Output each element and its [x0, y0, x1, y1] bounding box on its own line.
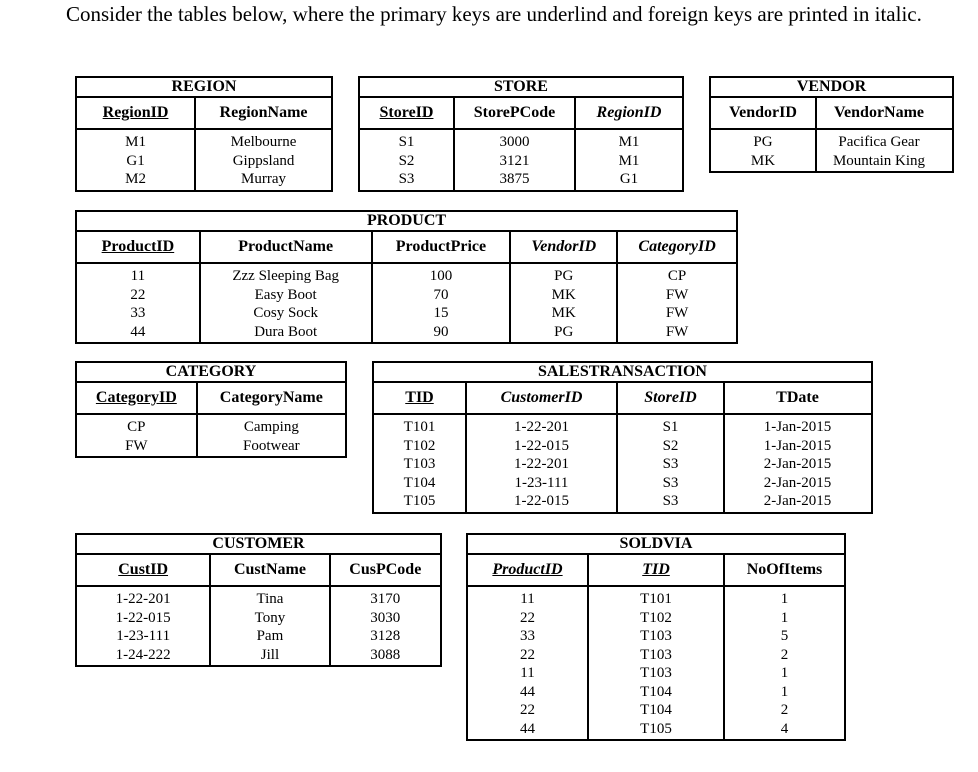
product-header-row	[77, 232, 736, 264]
product-title: PRODUCT	[77, 212, 736, 232]
soldvia-cell: 22	[520, 609, 535, 626]
product-cell: 11	[130, 268, 146, 284]
vendor-column	[711, 130, 817, 171]
salestransaction-cell: 2-Jan-2015	[763, 493, 832, 509]
salestransaction-col-header: TID	[374, 383, 467, 413]
soldvia-col-header: NoOfItems	[746, 561, 823, 578]
salestransaction-column	[618, 415, 725, 512]
salestransaction-cell: 1-Jan-2015	[763, 437, 832, 454]
customer-column	[211, 587, 330, 665]
store-col-header: StoreID	[360, 98, 455, 128]
salestransaction-col-header: CustomerID	[467, 383, 618, 413]
customer-col-header: CustID	[77, 555, 211, 585]
salestransaction-cell: 1-22-015	[514, 437, 569, 454]
store-cell: S1	[398, 134, 415, 150]
category-table	[75, 361, 347, 458]
soldvia-cell: 44	[520, 720, 535, 737]
customer-cell: 3170	[370, 591, 401, 607]
soldvia-title: SOLDVIA	[468, 535, 844, 555]
store-cell: M1	[618, 152, 640, 169]
salestransaction-header-row	[374, 383, 871, 415]
soldvia-cell: 44	[520, 683, 535, 700]
vendor-header-row	[711, 98, 952, 130]
store-cell: M1	[618, 134, 640, 150]
product-cell: 22	[130, 286, 146, 303]
soldvia-body	[468, 587, 844, 739]
store-col-header: RegionID	[596, 104, 662, 121]
salestransaction-cell: S3	[662, 474, 679, 491]
soldvia-column	[725, 587, 844, 739]
store-cell: S3	[398, 171, 415, 187]
region-title: REGION	[77, 78, 331, 98]
salestransaction-column	[374, 415, 467, 512]
customer-cell: Jill	[260, 646, 280, 663]
customer-cell: 3128	[370, 628, 401, 644]
customer-table	[75, 533, 442, 667]
product-cell: 90	[433, 323, 449, 340]
product-cell: 100	[429, 268, 453, 284]
vendor-body	[711, 130, 952, 171]
region-col-header: RegionName	[219, 104, 308, 121]
vendor-cell: Pacifica Gear	[838, 134, 920, 150]
store-body	[360, 130, 682, 190]
salestransaction-cell: S2	[662, 437, 679, 454]
product-body	[77, 264, 736, 342]
soldvia-cell: 2	[780, 646, 789, 663]
customer-title: CUSTOMER	[77, 535, 440, 555]
vendor-table	[709, 76, 954, 173]
salestransaction-cell: S1	[662, 419, 679, 435]
salestransaction-column	[467, 415, 618, 512]
customer-cell: 1-23-111	[116, 628, 171, 644]
customer-cell: 3030	[370, 609, 401, 626]
product-cell: PG	[554, 323, 574, 340]
product-cell: 15	[433, 305, 449, 321]
product-cell: 70	[433, 286, 449, 303]
salestransaction-col-header: StoreID	[618, 383, 725, 413]
soldvia-cell: T102	[640, 609, 672, 626]
region-cell: G1	[126, 152, 145, 169]
salestransaction-cell: 1-22-015	[514, 493, 569, 509]
soldvia-cell: 5	[780, 628, 789, 644]
soldvia-cell: 1	[780, 683, 789, 700]
vendor-cell: PG	[753, 134, 773, 150]
soldvia-cell: 22	[520, 646, 535, 663]
region-cell: M1	[125, 134, 146, 150]
category-col-header: CategoryID	[77, 383, 198, 413]
customer-body	[77, 587, 440, 665]
store-cell: 3875	[499, 171, 530, 187]
salestransaction-cell: 1-22-201	[514, 456, 569, 472]
salestransaction-column	[725, 415, 870, 512]
region-header-row	[77, 98, 331, 130]
store-column	[360, 130, 455, 190]
product-cell: Dura Boot	[254, 323, 318, 340]
customer-cell: 3088	[370, 646, 401, 663]
store-column	[455, 130, 576, 190]
soldvia-cell: 4	[780, 720, 789, 737]
soldvia-cell: T104	[640, 702, 672, 718]
soldvia-cell: T104	[640, 683, 672, 700]
product-col-header: ProductName	[201, 232, 373, 262]
category-title: CATEGORY	[77, 363, 345, 383]
salestransaction-cell: T101	[403, 419, 436, 435]
intro-text: Consider the tables below, where the primary keys are underlind and foreign keys are printed in italic.	[66, 2, 922, 26]
salestransaction-cell: 1-Jan-2015	[763, 419, 832, 435]
salestransaction-cell: S3	[662, 493, 679, 509]
category-cell: FW	[125, 437, 148, 454]
category-cell: CP	[127, 419, 146, 435]
region-cell: Melbourne	[230, 134, 297, 150]
product-cell: FW	[665, 305, 689, 321]
region-column	[77, 130, 196, 190]
category-col-header: CategoryName	[219, 389, 323, 406]
store-cell: 3121	[499, 152, 530, 169]
customer-cell: 1-24-222	[115, 646, 171, 663]
product-cell: FW	[665, 286, 689, 303]
soldvia-table	[466, 533, 846, 741]
product-cell: PG	[554, 268, 574, 284]
salestransaction-cell: 1-23-111	[514, 474, 569, 491]
product-column	[618, 264, 736, 342]
category-header-row	[77, 383, 345, 415]
customer-cell: Pam	[256, 628, 284, 644]
salestransaction-cell: T104	[403, 474, 436, 491]
soldvia-cell: 1	[780, 665, 789, 681]
salestransaction-body	[374, 415, 871, 512]
salestransaction-cell: 1-22-201	[514, 419, 569, 435]
product-column	[201, 264, 373, 342]
store-col-header: StorePCode	[455, 98, 576, 128]
region-cell: Murray	[241, 171, 287, 187]
soldvia-cell: 33	[520, 628, 535, 644]
soldvia-cell: T105	[640, 720, 672, 737]
product-column	[511, 264, 618, 342]
region-table	[75, 76, 333, 192]
soldvia-col-header: TID	[589, 555, 725, 585]
product-column	[77, 264, 201, 342]
soldvia-cell: 11	[520, 591, 535, 607]
product-cell: FW	[665, 323, 689, 340]
store-header-row	[360, 98, 682, 130]
salestransaction-col-header: TDate	[776, 389, 819, 406]
salestransaction-cell: S3	[662, 456, 679, 472]
soldvia-cell: T103	[640, 646, 672, 663]
customer-col-header: CusPCode	[349, 561, 422, 578]
region-col-header: RegionID	[77, 98, 196, 128]
product-cell: Zzz Sleeping Bag	[232, 268, 339, 284]
store-column	[576, 130, 682, 190]
vendor-cell: MK	[750, 152, 776, 169]
category-cell: Footwear	[243, 437, 300, 454]
soldvia-header-row	[468, 555, 844, 587]
product-cell: MK	[551, 286, 576, 303]
vendor-col-header: VendorID	[711, 98, 817, 128]
soldvia-cell: T103	[640, 628, 672, 644]
store-cell: G1	[619, 171, 639, 187]
customer-cell: 1-22-015	[115, 609, 171, 626]
store-title: STORE	[360, 78, 682, 98]
product-col-header: ProductPrice	[373, 232, 512, 262]
soldvia-cell: 1	[780, 591, 789, 607]
product-col-header: VendorID	[511, 232, 618, 262]
salestransaction-table	[372, 361, 873, 514]
store-cell: 3000	[499, 134, 530, 150]
soldvia-cell: 22	[520, 702, 535, 718]
customer-column	[331, 587, 440, 665]
category-body	[77, 415, 345, 456]
customer-col-header: CustName	[211, 555, 330, 585]
soldvia-cell: T101	[640, 591, 672, 607]
soldvia-column	[468, 587, 589, 739]
product-cell: Cosy Sock	[253, 305, 318, 321]
salestransaction-cell: 2-Jan-2015	[763, 474, 832, 491]
soldvia-cell: T103	[640, 665, 672, 681]
product-table	[75, 210, 738, 344]
customer-cell: 1-22-201	[115, 591, 171, 607]
product-column	[373, 264, 512, 342]
vendor-title: VENDOR	[711, 78, 952, 98]
region-cell: M2	[125, 171, 146, 187]
salestransaction-cell: 2-Jan-2015	[763, 456, 832, 472]
soldvia-cell: 1	[780, 609, 789, 626]
product-cell: 44	[130, 323, 146, 340]
region-column	[196, 130, 331, 190]
vendor-cell: Mountain King	[832, 152, 926, 169]
vendor-col-header: VendorName	[833, 104, 925, 121]
soldvia-cell: 11	[520, 665, 535, 681]
product-cell: 33	[130, 305, 146, 321]
salestransaction-title: SALESTRANSACTION	[374, 363, 871, 383]
salestransaction-cell: T102	[403, 437, 436, 454]
soldvia-column	[589, 587, 725, 739]
store-cell: S2	[398, 152, 415, 169]
category-cell: Camping	[243, 419, 299, 435]
product-col-header: CategoryID	[638, 238, 716, 255]
customer-column	[77, 587, 211, 665]
soldvia-cell: 2	[780, 702, 789, 718]
vendor-column	[817, 130, 941, 171]
customer-header-row	[77, 555, 440, 587]
store-table	[358, 76, 684, 192]
region-cell: Gippsland	[232, 152, 295, 169]
product-cell: CP	[667, 268, 687, 284]
region-body	[77, 130, 331, 190]
customer-cell: Tina	[256, 591, 284, 607]
salestransaction-cell: T103	[403, 456, 436, 472]
product-col-header: ProductID	[77, 232, 201, 262]
product-cell: Easy Boot	[254, 286, 317, 303]
customer-cell: Tony	[254, 609, 286, 626]
category-column	[198, 415, 345, 456]
product-cell: MK	[551, 305, 576, 321]
soldvia-col-header: ProductID	[468, 555, 589, 585]
category-column	[77, 415, 198, 456]
salestransaction-cell: T105	[403, 493, 436, 509]
